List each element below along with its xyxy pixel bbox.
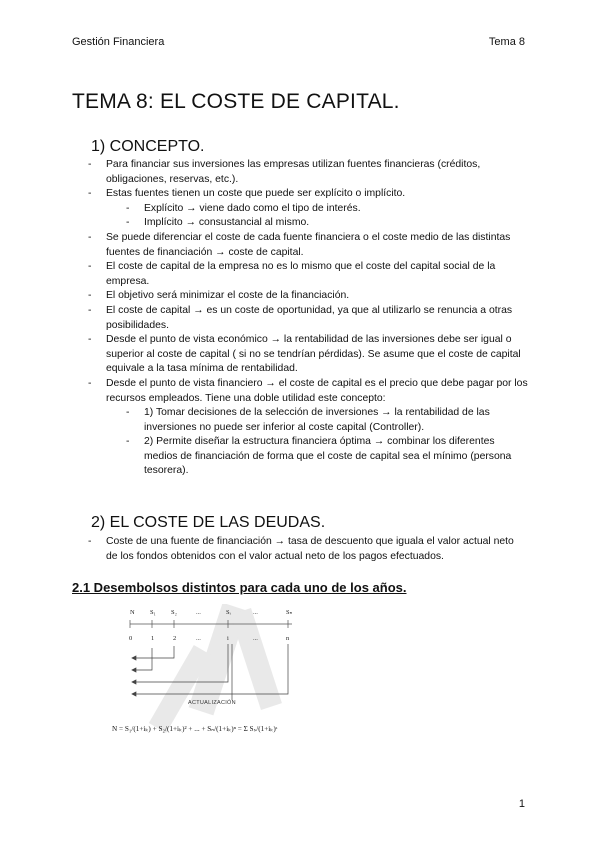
diagram-caption: ACTUALIZACIÓN <box>188 700 236 706</box>
list-item: - Para financiar sus inversiones las empresas utilizan fuentes financieras (créditos, obligaciones, reservas, etc.). <box>88 158 528 187</box>
period-label: 1 <box>151 635 155 642</box>
period-label: 0 <box>129 635 133 642</box>
top-label-row <box>130 609 293 616</box>
sub-list-item: - 2) Permite diseñar la estructura financiera óptima → combinar los diferentes medios de financiación de forma que el coste de capital sea el mínimo (persona tesorera). <box>126 435 528 479</box>
header-subject: Gestión Financiera <box>72 36 165 48</box>
section-2-heading: 2) EL COSTE DE LAS DEUDAS. <box>91 514 326 531</box>
list-item: - El objetivo será minimizar el coste de la financiación. <box>88 289 528 304</box>
timeline-label: N <box>130 609 135 616</box>
list-item: - El coste de capital → es un coste de oportunidad, ya que al utilizarlo se renuncia a otras posibilidades. <box>88 304 528 333</box>
sub-list-item: - Implícito → consustancial al mismo. <box>126 216 528 231</box>
bottom-label-row <box>129 635 290 642</box>
timeline-label: Sₙ <box>286 609 293 616</box>
period-label: ... <box>196 635 201 642</box>
list-item <box>88 187 528 231</box>
list-item <box>88 377 528 479</box>
section-2-1-heading: 2.1 Desembolsos distintos para cada uno de los años. <box>72 580 407 595</box>
sub-list-item: - 1) Tomar decisiones de la selección de inversiones → la rentabilidad de las inversiones no puede ser inferior al coste capital (Controller). <box>126 406 528 435</box>
timeline-label: Sᵢ <box>226 609 231 616</box>
period-label: ... <box>253 635 258 642</box>
list-item: - Desde el punto de vista económico → la rentabilidad de las inversiones debe ser igual o superior al coste de capital ( si no se tendrían pérdidas). Se asume que el coste de capital equivale a la tasa mínima de rentabilidad. <box>88 333 528 377</box>
list-item: - Coste de una fuente de financiación → tasa de descuento que iguala el valor actual neto de los fondos obtenidos con el valor actual neto de los pagos efectuados. <box>88 535 528 564</box>
list-item: - El coste de capital de la empresa no es lo mismo que el coste del capital social de la empresa. <box>88 260 528 289</box>
list-item-text: Desde el punto de vista financiero → el coste de capital es el precio que debe pagar por los recursos empleados. Tiene una doble utilidad este concepto: <box>106 377 528 404</box>
page-number: 1 <box>518 798 525 810</box>
list-item: - Se puede diferenciar el coste de cada fuente financiera o el coste medio de las distintas fuentes de financiación → coste de capital. <box>88 231 528 260</box>
sub-list-item: - Explícito → viene dado como el tipo de interés. <box>126 202 528 217</box>
period-label: n <box>286 635 290 642</box>
list-item-text: Estas fuentes tienen un coste que puede ser explícito o implícito. <box>106 188 406 200</box>
page-title: TEMA 8: EL COSTE DE CAPITAL. <box>72 90 400 113</box>
sub-list <box>106 202 528 231</box>
timeline-label: ... <box>196 609 201 616</box>
section-1-heading: 1) CONCEPTO. <box>91 138 205 155</box>
section-1-list <box>88 158 528 479</box>
cashflow-diagram <box>110 604 310 749</box>
timeline-label: ... <box>253 609 258 616</box>
period-label: i <box>227 635 229 642</box>
section-2-list <box>88 535 528 564</box>
timeline-label: S₂ <box>171 609 177 616</box>
watermark-logo <box>149 604 282 733</box>
period-label: 2 <box>173 635 177 642</box>
timeline-label: S₁ <box>150 609 156 616</box>
present-value-formula: N = S₁/(1+iₖ) + S₂/(1+iₖ)² + ... + Sₙ/(1+iₖ)ⁿ = Σ Sₛ/(1+iₖ)ˢ <box>112 725 278 733</box>
sub-list <box>106 406 528 479</box>
header-topic: Tema 8 <box>488 36 525 48</box>
